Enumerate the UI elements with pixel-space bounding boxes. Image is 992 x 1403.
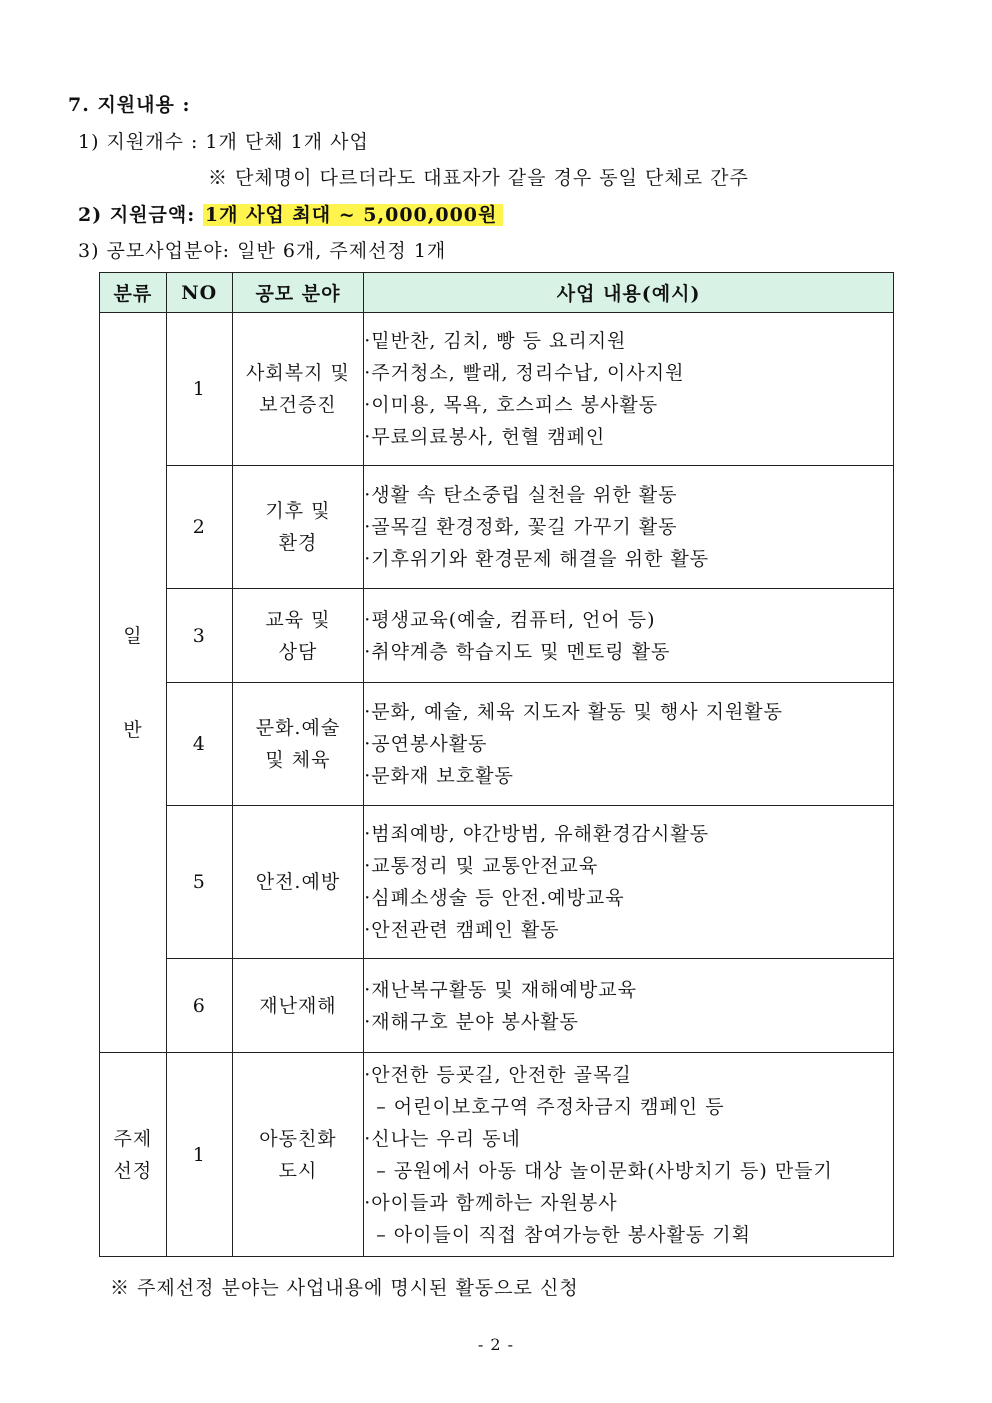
row-content xyxy=(364,1053,894,1257)
content-item: ·골목길 환경정화, 꽃길 가꾸기 활동 xyxy=(364,516,678,538)
row-no: 4 xyxy=(166,683,232,806)
table-row xyxy=(100,683,894,806)
row-field xyxy=(232,959,364,1053)
contest-field-table xyxy=(99,272,894,1257)
category-general xyxy=(100,313,167,1053)
content-item: ·평생교육(예술, 컴퓨터, 언어 등) xyxy=(364,608,656,631)
content-item: ·생활 속 탄소중립 실천을 위한 활동 xyxy=(364,484,678,506)
row-no: 6 xyxy=(166,959,232,1053)
row-no: 1 xyxy=(166,1053,232,1257)
row-field-line: 보건증진 xyxy=(259,394,337,416)
table-row-theme xyxy=(100,1053,894,1257)
content-item: ·아이들과 함께하는 자원봉사 xyxy=(364,1191,618,1214)
row-no: 3 xyxy=(166,589,232,683)
content-item: ·밑반찬, 김치, 빵 등 요리지원 xyxy=(364,330,627,352)
category-theme-line-2: 선정 xyxy=(113,1159,153,1182)
row-content xyxy=(364,313,894,466)
content-item: ·재난복구활동 및 재해예방교육 xyxy=(364,978,637,1001)
row-field-line: 재난재해 xyxy=(259,994,337,1017)
header-field: 공모 분야 xyxy=(232,273,364,313)
row-field xyxy=(232,683,364,806)
row-field-line: 문화.예술 xyxy=(255,717,341,739)
row-field-line: 도시 xyxy=(278,1159,318,1182)
content-subitem: – 공원에서 아동 대상 놀이문화(사방치기 등) 만들기 xyxy=(376,1159,833,1182)
content-subitem: – 어린이보호구역 주정차금지 캠페인 등 xyxy=(376,1095,725,1118)
content-item: ·이미용, 목욕, 호스피스 봉사활동 xyxy=(364,394,659,416)
row-field xyxy=(232,1053,364,1257)
row-no: 1 xyxy=(166,313,232,466)
row-field-line: 및 체육 xyxy=(265,749,331,771)
content-item: ·문화재 보호활동 xyxy=(364,765,514,787)
footnote: ※ 주제선정 분야는 사업내용에 명시된 활동으로 신청 xyxy=(110,1277,579,1299)
row-field-line: 사회복지 및 xyxy=(246,362,350,384)
content-subitem: – 아이들이 직접 참여가능한 봉사활동 기획 xyxy=(376,1223,751,1246)
row-content xyxy=(364,683,894,806)
table-row xyxy=(100,959,894,1053)
row-field-line: 아동친화 xyxy=(259,1127,337,1150)
row-field xyxy=(232,466,364,589)
content-item: ·재해구호 분야 봉사활동 xyxy=(364,1010,579,1033)
table-row xyxy=(100,806,894,959)
row-content xyxy=(364,959,894,1053)
content-item: ·안전관련 캠페인 활동 xyxy=(364,919,560,941)
header-category: 분류 xyxy=(100,273,167,313)
row-field xyxy=(232,806,364,959)
support-count-note: ※ 단체명이 다르더라도 대표자가 같을 경우 동일 단체로 간주 xyxy=(208,167,749,189)
content-item: ·취약계층 학습지도 및 멘토링 활동 xyxy=(364,640,671,663)
row-field-line: 상담 xyxy=(278,640,318,663)
header-no: NO xyxy=(166,273,232,313)
content-item: ·신나는 우리 동네 xyxy=(364,1127,521,1150)
support-amount-label: 2) 지원금액: xyxy=(78,204,196,226)
table-row xyxy=(100,313,894,466)
content-item: ·심폐소생술 등 안전.예방교육 xyxy=(364,887,625,909)
row-field xyxy=(232,313,364,466)
row-no: 5 xyxy=(166,806,232,959)
content-item: ·공연봉사활동 xyxy=(364,733,488,755)
content-item: ·범죄예방, 야간방범, 유해환경감시활동 xyxy=(364,823,710,845)
row-no: 2 xyxy=(166,466,232,589)
content-item: ·교통정리 및 교통안전교육 xyxy=(364,855,599,877)
row-content xyxy=(364,466,894,589)
table-header-row xyxy=(100,273,894,313)
table-row xyxy=(100,589,894,683)
section-title: 7. 지원내용 : xyxy=(68,94,191,116)
page-number: - 2 - xyxy=(477,1335,515,1354)
support-amount-line xyxy=(78,200,503,227)
category-general-char-1: 일 xyxy=(123,624,143,647)
support-amount-value: 1개 사업 최대 ~ 5,000,000원 xyxy=(203,204,504,226)
header-content: 사업 내용(예시) xyxy=(364,273,894,313)
row-field-line: 기후 및 xyxy=(265,500,331,522)
content-item: ·안전한 등굣길, 안전한 골목길 xyxy=(364,1063,632,1086)
content-item: ·주거청소, 빨래, 정리수납, 이사지원 xyxy=(364,362,685,384)
contest-field-line: 3) 공모사업분야: 일반 6개, 주제선정 1개 xyxy=(78,240,447,262)
content-item: ·무료의료봉사, 헌혈 캠페인 xyxy=(364,426,606,448)
row-field-line: 안전.예방 xyxy=(255,871,341,893)
row-field-line: 교육 및 xyxy=(265,608,331,631)
row-content xyxy=(364,806,894,959)
category-theme-line-1: 주제 xyxy=(113,1127,153,1150)
support-count-line: 1) 지원개수 : 1개 단체 1개 사업 xyxy=(78,131,369,153)
row-field-line: 환경 xyxy=(278,532,318,554)
row-field xyxy=(232,589,364,683)
content-item: ·문화, 예술, 체육 지도자 활동 및 행사 지원활동 xyxy=(364,701,784,723)
category-theme xyxy=(100,1053,167,1257)
row-content xyxy=(364,589,894,683)
content-item: ·기후위기와 환경문제 해결을 위한 활동 xyxy=(364,548,710,570)
table-row xyxy=(100,466,894,589)
category-general-char-2: 반 xyxy=(123,718,143,741)
